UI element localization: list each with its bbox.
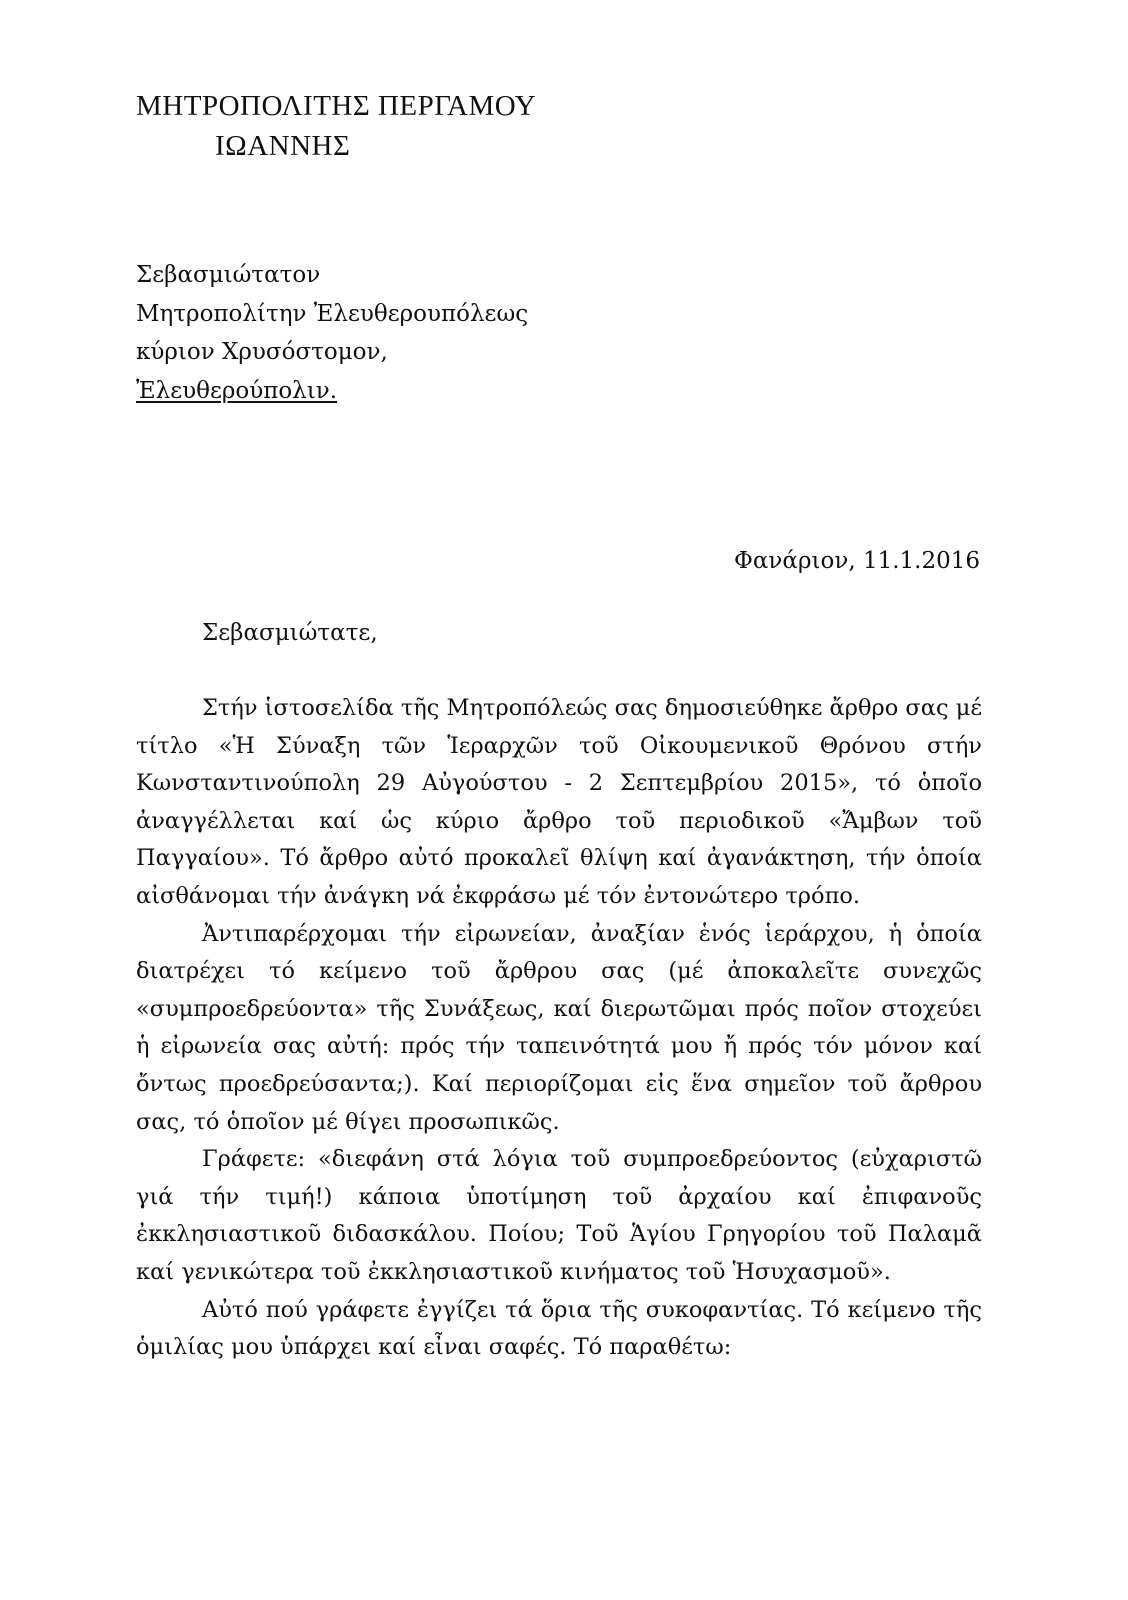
paragraph: Γράφετε: «διεφάνη στά λόγια τοῦ συμπροεδρεύοντος (εὐχαριστῶ γιά τήν τιμή!) κάποια ὑποτίμηση τοῦ ἀρχαίου καί ἐπιφανοῦς ἐκκλησιαστικοῦ διδασκάλου. Ποίου; Τοῦ Ἁγίου Γρηγορίου τοῦ Παλαμᾶ καί γενικώτερα τοῦ ἐκκλησιαστικοῦ κινήματος τοῦ Ἡσυχασμοῦ». xyxy=(136,1146,982,1285)
paragraph: Στήν ἱστοσελίδα τῆς Μητροπόλεώς σας δημοσιεύθηκε ἄρθρο σας μέ τίτλο «Ἡ Σύναξη τῶν Ἱεραρχῶν τοῦ Οἰκουμενικοῦ Θρόνου στήν Κωνσταντινούπολη 29 Αὐγούστου - 2 Σεπτεμβρίου 2015», τό ὁποῖο ἀναγγέλλεται καί ὡς κύριο ἄρθρο τοῦ περιοδικοῦ «Ἄμβων τοῦ Παγγαίου». Τό ἄρθρο αὐτό προκαλεῖ θλίψη καί ἀγανάκτηση, τήν ὁποία αἰσθάνομαι τήν ἀνάγκη νά ἐκφράσω μέ τόν ἐντονώτερο τρόπο. xyxy=(136,695,982,909)
sender-name: ΙΩΑΝΝΗΣ xyxy=(215,130,351,162)
recipient-city: Ἐλευθερούπολιν. xyxy=(136,377,338,404)
recipient-name: κύριον Χρυσόστομον, xyxy=(136,339,388,365)
recipient-title: Μητροπολίτην Ἐλευθερουπόλεως xyxy=(136,300,529,327)
place-date: Φανάριον, 11.1.2016 xyxy=(734,548,980,574)
paragraph: Ἀντιπαρέρχομαι τήν εἰρωνείαν, ἀναξίαν ἑνός ἱεράρχου, ἡ ὁποία διατρέχει τό κείμενο τοῦ ἄρθρου σας (μέ ἀποκαλεῖτε συνεχῶς «συμπροεδρεύοντα» τῆς Συνάξεως, καί διερωτῶμαι πρός ποῖον στοχεύει ἡ εἰρωνεία σας αὐτή: πρός τήν ταπεινότητά μου ἤ πρός τόν μόνον καί ὄντως προεδρεύσαντα;). Καί περιορίζομαι εἰς ἕνα σημεῖον τοῦ ἄρθρου σας, τό ὁποῖον μέ θίγει προσωπικῶς. xyxy=(136,920,982,1135)
letter-body xyxy=(136,690,982,1367)
sender-title: ΜΗΤΡΟΠΟΛΙΤΗΣ ΠΕΡΓΑΜΟΥ xyxy=(136,90,537,122)
paragraph: Αὐτό πού γράφετε ἐγγίζει τά ὅρια τῆς συκοφαντίας. Τό κείμενο τῆς ὁμιλίας μου ὑπάρχει καί εἶναι σαφές. Τό παραθέτω: xyxy=(136,1296,982,1361)
salutation: Σεβασμιώτατε, xyxy=(202,620,378,646)
recipient-honorific: Σεβασμιώτατον xyxy=(136,262,321,288)
recipient-address xyxy=(136,256,528,410)
